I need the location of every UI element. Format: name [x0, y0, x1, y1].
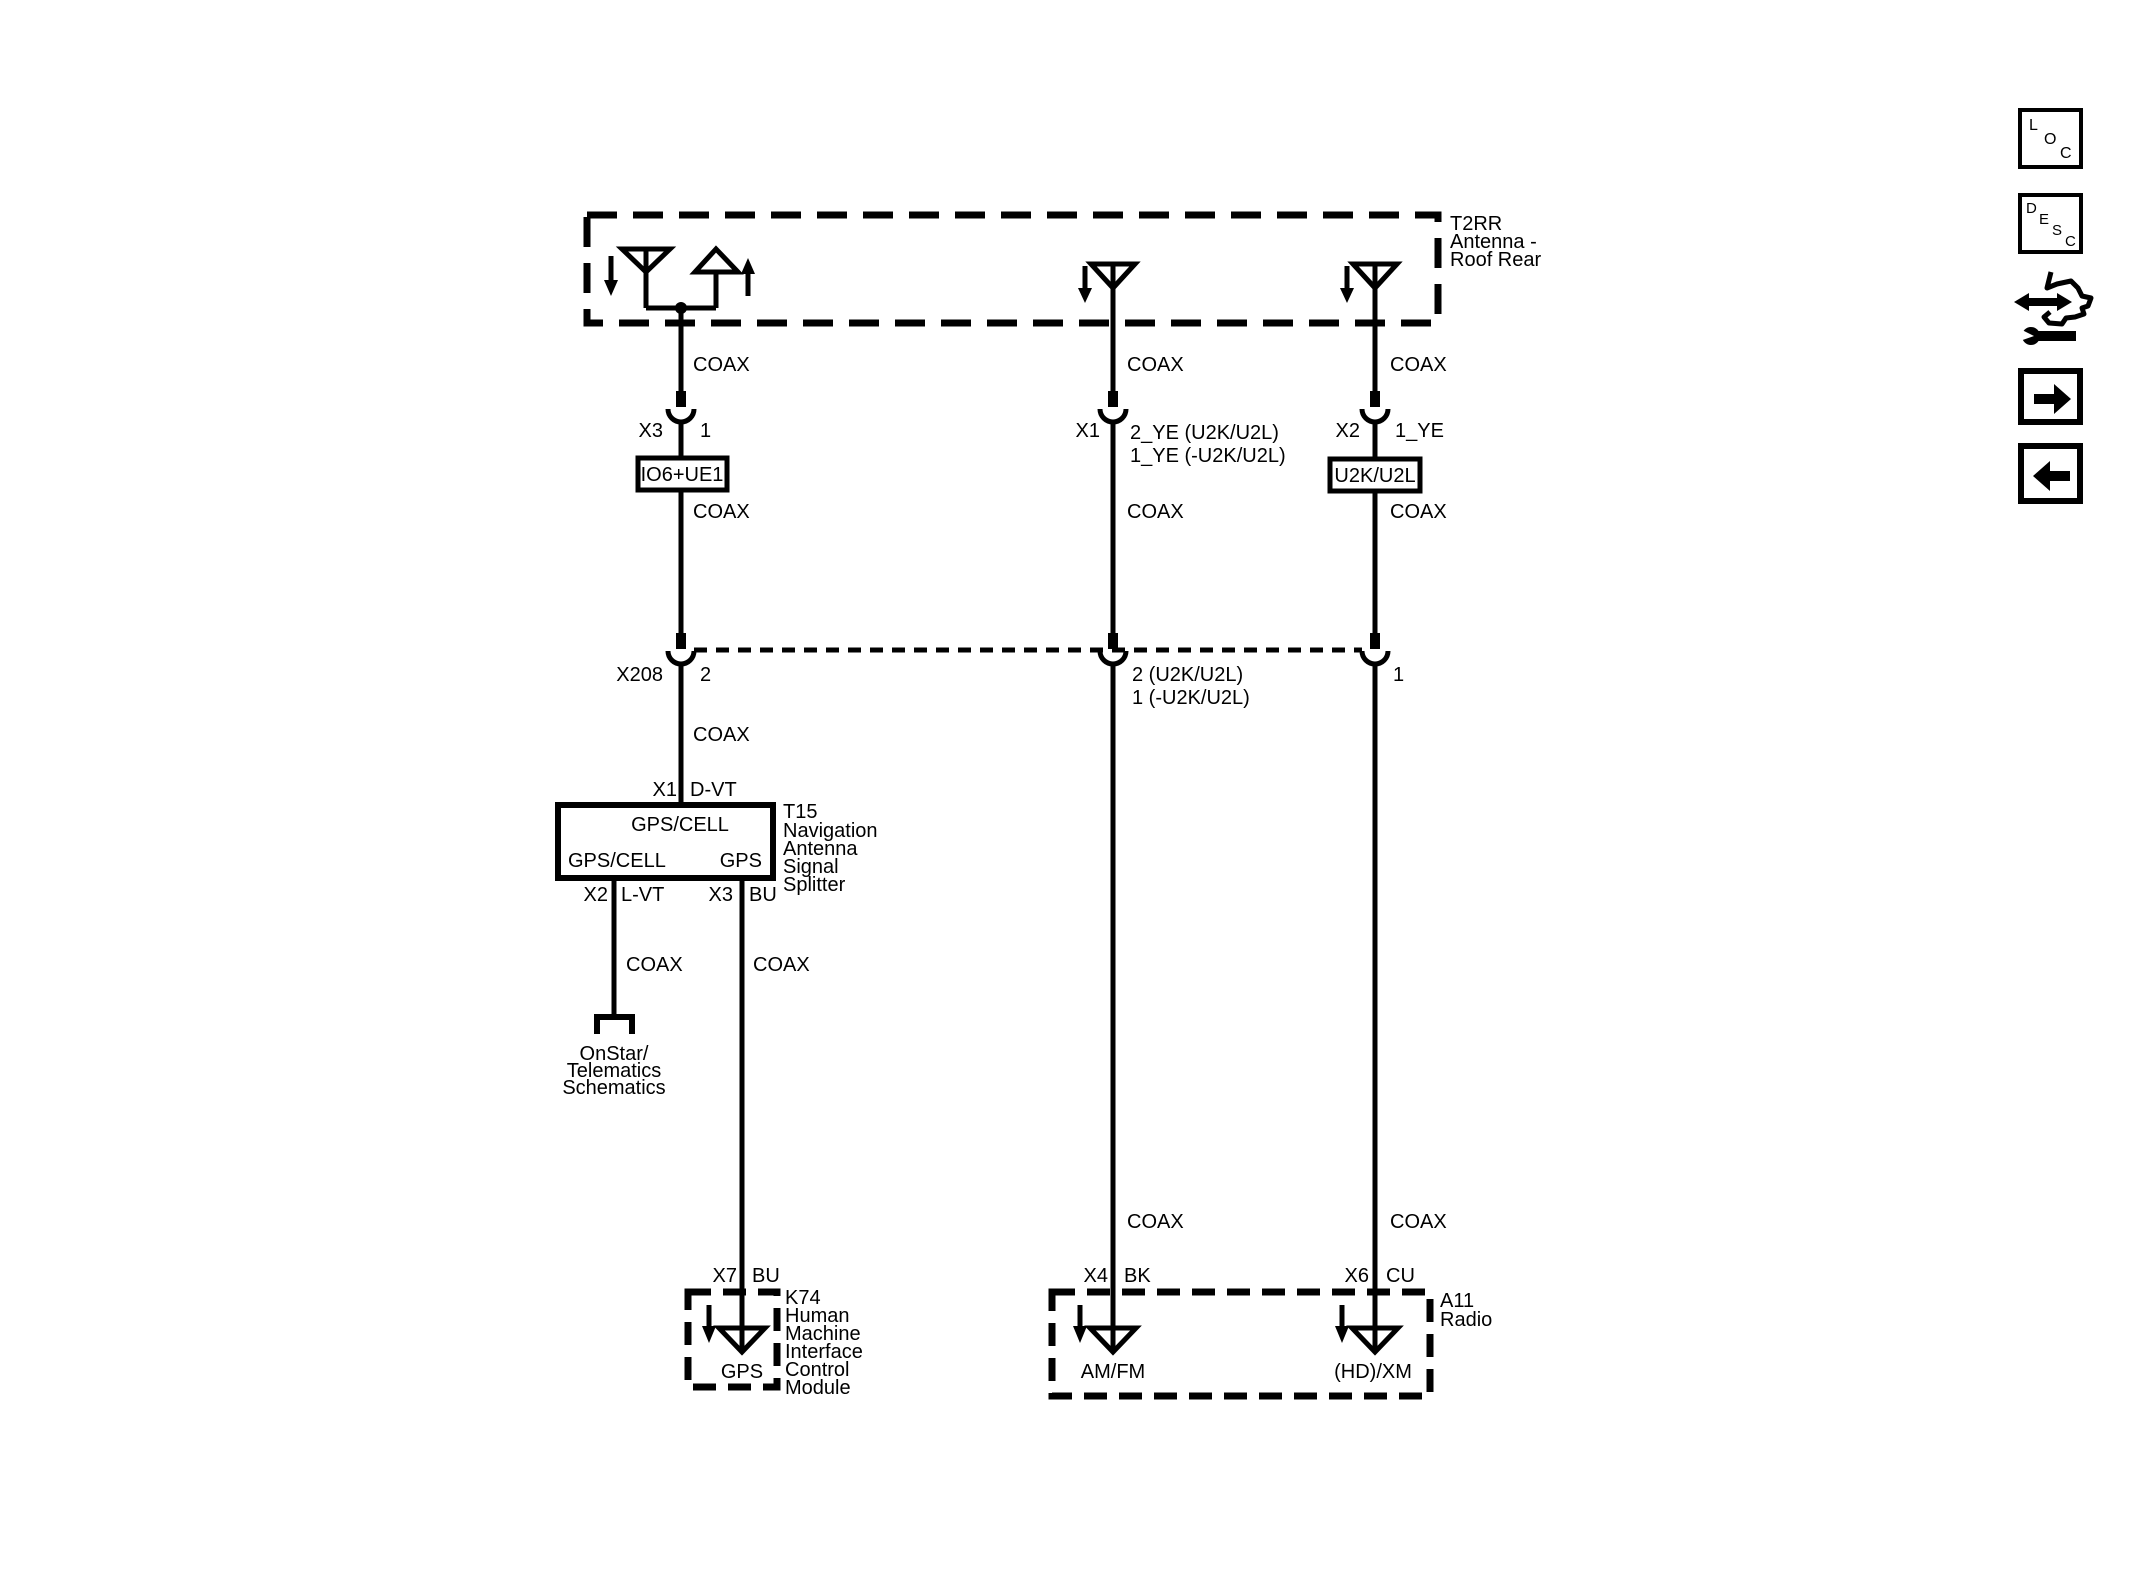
desc-letter: E [2039, 211, 2050, 228]
loc-button[interactable] [2018, 108, 2083, 169]
loc-letter: O [2044, 131, 2057, 148]
inline-connector-icon [1362, 391, 1388, 422]
wire-label-coax: COAX [626, 954, 683, 976]
hmi-id: Machine [785, 1323, 861, 1345]
antenna-icon [1078, 264, 1135, 303]
pin-id: 2_YE (U2K/U2L) [1130, 422, 1279, 444]
connector-id: X2 [1335, 420, 1360, 442]
pin-id: 1 (-U2K/U2L) [1132, 687, 1250, 709]
connector-id: X2 [583, 884, 608, 906]
next-page-button[interactable] [2018, 368, 2083, 425]
desc-letter: C [2065, 233, 2076, 250]
connector-id: X1 [1075, 420, 1100, 442]
splitter-port-label: GPS [719, 850, 762, 872]
loc-letter: C [2060, 145, 2072, 162]
splitter-id: Splitter [783, 874, 846, 896]
wire-id: BU [752, 1265, 780, 1287]
desc-letter: S [2052, 222, 2063, 239]
offpage-reference-label: Telematics [566, 1060, 662, 1082]
offpage-reference-icon [597, 1014, 632, 1034]
back-page-button[interactable] [2018, 443, 2083, 504]
pin-id: 1 [1393, 664, 1405, 686]
dual-antenna-icon [604, 249, 755, 314]
wire-id: CU [1386, 1265, 1415, 1287]
module-port-label: (HD)/XM [1334, 1361, 1412, 1383]
connector-id: X3 [638, 420, 663, 442]
splitter-id: T15 [783, 801, 818, 823]
inline-connector-icon [668, 391, 694, 422]
connector-id: X3 [708, 884, 733, 906]
pin-id: 1_YE [1395, 420, 1444, 442]
connector-id: X7 [712, 1265, 737, 1287]
wire-id: BK [1124, 1265, 1151, 1287]
connector-id: X6 [1344, 1265, 1369, 1287]
t2rr-label: Roof Rear [1450, 249, 1542, 271]
option-code: U2K/U2L [1334, 465, 1416, 487]
wire-label-coax: COAX [693, 501, 750, 523]
wiring-repair-icon[interactable] [2014, 272, 2091, 345]
desc-button[interactable] [2018, 193, 2083, 254]
connector-id: X208 [616, 664, 663, 686]
connector-id: X1 [652, 779, 677, 801]
wire-label-coax: COAX [753, 954, 810, 976]
option-code: IO6+UE1 [640, 464, 724, 486]
splitter-port-label: GPS/CELL [568, 850, 666, 872]
desc-letter: D [2026, 200, 2037, 217]
wire-label-coax: COAX [1390, 1211, 1447, 1233]
wire-label-coax: COAX [1390, 354, 1447, 376]
inline-connector-icon [668, 633, 694, 664]
wire-label-coax: COAX [1390, 501, 1447, 523]
hmi-id: Human [785, 1305, 850, 1327]
inline-connector-icon [1362, 633, 1388, 664]
radio-id: Radio [1440, 1309, 1493, 1331]
loc-letter: L [2029, 117, 2038, 134]
offpage-reference-label: OnStar/ [579, 1043, 649, 1065]
splitter-id: Navigation [783, 820, 878, 842]
hmi-id: Interface [785, 1341, 863, 1363]
module-port-label: GPS [720, 1361, 764, 1383]
receiver-antenna-icon [702, 1305, 765, 1352]
pin-id: 1 [700, 420, 712, 442]
hmi-id: K74 [785, 1287, 821, 1309]
receiver-antenna-icon [1335, 1305, 1398, 1352]
wire-label-coax: COAX [1127, 354, 1184, 376]
wire-id: L-VT [621, 884, 665, 906]
hmi-id: Module [785, 1377, 851, 1399]
antenna-icon [1340, 264, 1397, 303]
t2rr-label: Antenna - [1450, 231, 1537, 253]
arrow-left-icon [2027, 452, 2077, 500]
inline-connector-icon [1100, 391, 1126, 422]
wire-label-coax: COAX [1127, 1211, 1184, 1233]
hmi-id: Control [785, 1359, 850, 1381]
wire-id: BU [749, 884, 777, 906]
wire-label-coax: COAX [693, 354, 750, 376]
pin-id: 1_YE (-U2K/U2L) [1130, 445, 1286, 467]
wire-label-coax: COAX [1127, 501, 1184, 523]
module-port-label: AM/FM [1080, 1361, 1146, 1383]
t2rr-label: T2RR [1450, 213, 1503, 235]
wire-id: D-VT [690, 779, 737, 801]
splitter-id: Signal [783, 856, 839, 878]
pin-id: 2 [700, 664, 712, 686]
radio-id: A11 [1440, 1290, 1475, 1312]
arrow-right-icon [2027, 377, 2077, 421]
splitter-id: Antenna [783, 838, 858, 860]
offpage-reference-label: Schematics [562, 1077, 666, 1099]
wire-label-coax: COAX [693, 724, 750, 746]
splitter-title: GPS/CELL [631, 814, 729, 836]
pin-id: 2 (U2K/U2L) [1132, 664, 1244, 686]
connector-id: X4 [1083, 1265, 1108, 1287]
receiver-antenna-icon [1073, 1305, 1136, 1352]
